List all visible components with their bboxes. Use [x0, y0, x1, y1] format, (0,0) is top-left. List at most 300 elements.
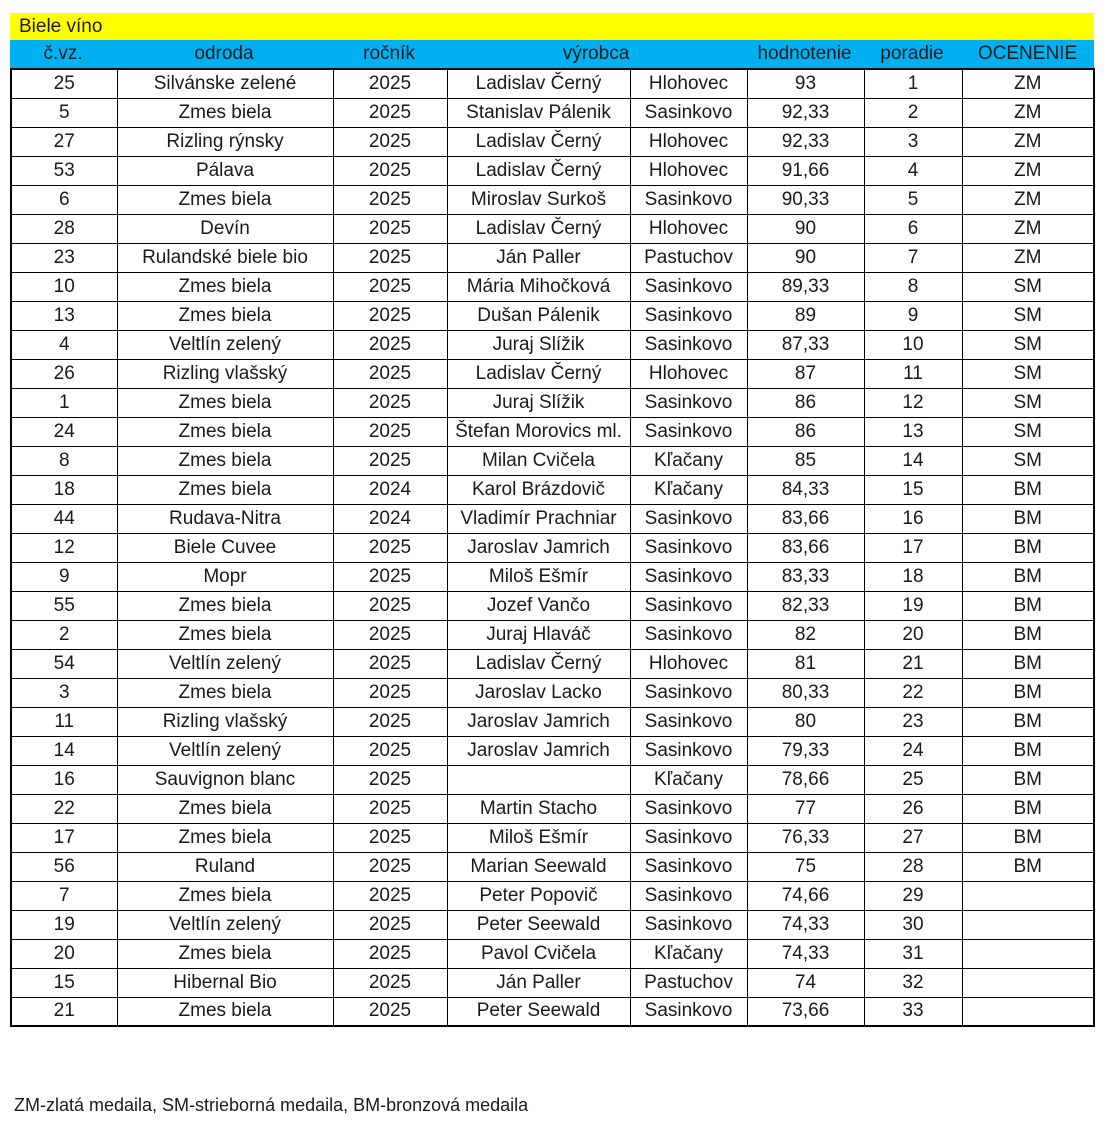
cell-sample-no: 11 [11, 707, 117, 736]
cell-rank: 7 [864, 243, 962, 272]
section-title-bar [10, 13, 1094, 40]
cell-award: BM [962, 475, 1094, 504]
cell-producer: Ladislav Černý [447, 214, 630, 243]
cell-producer: Dušan Pálenik [447, 301, 630, 330]
cell-score: 90 [747, 243, 864, 272]
cell-score: 76,33 [747, 823, 864, 852]
cell-producer: Pavol Cvičela [447, 939, 630, 968]
column-header-award: OCENENIE [977, 43, 1078, 64]
cell-town: Kľačany [630, 475, 747, 504]
cell-award: BM [962, 504, 1094, 533]
cell-producer: Vladimír Prachniar [447, 504, 630, 533]
cell-rank: 31 [864, 939, 962, 968]
cell-vintage: 2025 [333, 359, 447, 388]
cell-score: 87,33 [747, 330, 864, 359]
cell-town: Sasinkovo [630, 707, 747, 736]
cell-award: BM [962, 823, 1094, 852]
cell-sample-no: 1 [11, 388, 117, 417]
cell-sample-no: 22 [11, 794, 117, 823]
cell-score: 82 [747, 620, 864, 649]
cell-rank: 4 [864, 156, 962, 185]
cell-producer: Martin Stacho [447, 794, 630, 823]
cell-town: Kľačany [630, 765, 747, 794]
cell-score: 86 [747, 417, 864, 446]
column-header-rank: poradie [880, 43, 944, 64]
cell-vintage: 2025 [333, 127, 447, 156]
cell-rank: 13 [864, 417, 962, 446]
cell-score: 89,33 [747, 272, 864, 301]
table-row [11, 388, 1094, 417]
cell-score: 90,33 [747, 185, 864, 214]
cell-producer: Peter Popovič [447, 881, 630, 910]
cell-variety: Zmes biela [117, 881, 333, 910]
cell-sample-no: 15 [11, 968, 117, 997]
cell-rank: 19 [864, 591, 962, 620]
cell-score: 83,33 [747, 562, 864, 591]
cell-sample-no: 23 [11, 243, 117, 272]
cell-vintage: 2025 [333, 98, 447, 127]
cell-score: 73,66 [747, 997, 864, 1026]
section-title: Biele víno [19, 15, 103, 37]
cell-producer: Jaroslav Lacko [447, 678, 630, 707]
cell-town: Sasinkovo [630, 562, 747, 591]
cell-vintage: 2025 [333, 591, 447, 620]
cell-award [962, 910, 1094, 939]
cell-sample-no: 16 [11, 765, 117, 794]
cell-rank: 23 [864, 707, 962, 736]
cell-rank: 20 [864, 620, 962, 649]
cell-sample-no: 28 [11, 214, 117, 243]
cell-sample-no: 6 [11, 185, 117, 214]
cell-sample-no: 9 [11, 562, 117, 591]
cell-producer: Juraj Slížik [447, 330, 630, 359]
cell-vintage: 2025 [333, 968, 447, 997]
cell-vintage: 2025 [333, 69, 447, 98]
cell-variety: Zmes biela [117, 388, 333, 417]
cell-variety: Veltlín zelený [117, 736, 333, 765]
cell-town: Sasinkovo [630, 823, 747, 852]
cell-award: SM [962, 272, 1094, 301]
table-row [11, 881, 1094, 910]
cell-sample-no: 26 [11, 359, 117, 388]
cell-town: Sasinkovo [630, 417, 747, 446]
cell-town: Hlohovec [630, 649, 747, 678]
column-header-vintage: ročník [363, 43, 415, 64]
cell-award: BM [962, 649, 1094, 678]
cell-award: ZM [962, 127, 1094, 156]
cell-town: Sasinkovo [630, 388, 747, 417]
cell-sample-no: 54 [11, 649, 117, 678]
cell-variety: Ruland [117, 852, 333, 881]
cell-rank: 25 [864, 765, 962, 794]
cell-sample-no: 19 [11, 910, 117, 939]
cell-award: BM [962, 591, 1094, 620]
cell-score: 78,66 [747, 765, 864, 794]
cell-producer: Peter Seewald [447, 997, 630, 1026]
cell-town: Sasinkovo [630, 881, 747, 910]
table-row [11, 591, 1094, 620]
cell-town: Kľačany [630, 446, 747, 475]
cell-rank: 26 [864, 794, 962, 823]
cell-variety: Zmes biela [117, 939, 333, 968]
cell-rank: 9 [864, 301, 962, 330]
cell-rank: 3 [864, 127, 962, 156]
table-row [11, 446, 1094, 475]
cell-vintage: 2025 [333, 388, 447, 417]
cell-vintage: 2025 [333, 243, 447, 272]
cell-variety: Veltlín zelený [117, 649, 333, 678]
cell-rank: 28 [864, 852, 962, 881]
table-row [11, 678, 1094, 707]
cell-variety: Mopr [117, 562, 333, 591]
cell-score: 84,33 [747, 475, 864, 504]
cell-town: Sasinkovo [630, 852, 747, 881]
cell-sample-no: 8 [11, 446, 117, 475]
cell-award: BM [962, 533, 1094, 562]
cell-score: 79,33 [747, 736, 864, 765]
cell-sample-no: 10 [11, 272, 117, 301]
cell-award: ZM [962, 214, 1094, 243]
table-row [11, 649, 1094, 678]
cell-award [962, 939, 1094, 968]
cell-sample-no: 7 [11, 881, 117, 910]
cell-rank: 1 [864, 69, 962, 98]
table-row [11, 736, 1094, 765]
cell-award: SM [962, 446, 1094, 475]
cell-vintage: 2025 [333, 997, 447, 1026]
table-row [11, 939, 1094, 968]
cell-variety: Zmes biela [117, 272, 333, 301]
cell-rank: 17 [864, 533, 962, 562]
table-row [11, 98, 1094, 127]
table-row [11, 214, 1094, 243]
cell-variety: Rizling vlašský [117, 359, 333, 388]
cell-sample-no: 44 [11, 504, 117, 533]
table-row [11, 185, 1094, 214]
table-row [11, 504, 1094, 533]
cell-town: Pastuchov [630, 243, 747, 272]
cell-sample-no: 55 [11, 591, 117, 620]
column-header-variety: odroda [194, 43, 254, 64]
cell-rank: 5 [864, 185, 962, 214]
cell-rank: 15 [864, 475, 962, 504]
cell-award: BM [962, 620, 1094, 649]
cell-variety: Zmes biela [117, 997, 333, 1026]
cell-town: Hlohovec [630, 69, 747, 98]
cell-award: BM [962, 736, 1094, 765]
cell-producer: Ladislav Černý [447, 359, 630, 388]
cell-variety: Zmes biela [117, 823, 333, 852]
cell-rank: 29 [864, 881, 962, 910]
cell-variety: Zmes biela [117, 301, 333, 330]
cell-town: Sasinkovo [630, 678, 747, 707]
cell-score: 75 [747, 852, 864, 881]
cell-producer: Ján Paller [447, 243, 630, 272]
cell-sample-no: 17 [11, 823, 117, 852]
cell-variety: Zmes biela [117, 794, 333, 823]
cell-producer: Marian Seewald [447, 852, 630, 881]
cell-variety: Zmes biela [117, 620, 333, 649]
cell-producer: Jaroslav Jamrich [447, 707, 630, 736]
cell-variety: Zmes biela [117, 98, 333, 127]
cell-score: 82,33 [747, 591, 864, 620]
cell-vintage: 2025 [333, 649, 447, 678]
cell-rank: 14 [864, 446, 962, 475]
cell-vintage: 2025 [333, 301, 447, 330]
cell-rank: 24 [864, 736, 962, 765]
cell-score: 74,66 [747, 881, 864, 910]
cell-score: 80,33 [747, 678, 864, 707]
cell-producer: Juraj Slížik [447, 388, 630, 417]
table-row [11, 243, 1094, 272]
cell-town: Sasinkovo [630, 330, 747, 359]
cell-award: SM [962, 330, 1094, 359]
table-row [11, 562, 1094, 591]
cell-town: Sasinkovo [630, 591, 747, 620]
cell-vintage: 2025 [333, 881, 447, 910]
cell-score: 85 [747, 446, 864, 475]
table-row [11, 330, 1094, 359]
cell-town: Hlohovec [630, 214, 747, 243]
cell-variety: Rudava-Nitra [117, 504, 333, 533]
cell-vintage: 2025 [333, 794, 447, 823]
cell-town: Hlohovec [630, 359, 747, 388]
cell-rank: 8 [864, 272, 962, 301]
cell-score: 86 [747, 388, 864, 417]
cell-vintage: 2025 [333, 765, 447, 794]
cell-producer: Karol Brázdovič [447, 475, 630, 504]
results-table-body [11, 69, 1094, 1026]
cell-town: Sasinkovo [630, 736, 747, 765]
results-table [10, 68, 1095, 1027]
table-row [11, 852, 1094, 881]
cell-sample-no: 56 [11, 852, 117, 881]
table-row [11, 156, 1094, 185]
cell-variety: Zmes biela [117, 185, 333, 214]
cell-producer: Ladislav Černý [447, 127, 630, 156]
cell-vintage: 2025 [333, 823, 447, 852]
cell-producer: Ján Paller [447, 968, 630, 997]
cell-sample-no: 24 [11, 417, 117, 446]
table-row [11, 620, 1094, 649]
cell-vintage: 2025 [333, 852, 447, 881]
cell-score: 74 [747, 968, 864, 997]
cell-award: SM [962, 301, 1094, 330]
cell-vintage: 2025 [333, 272, 447, 301]
cell-rank: 6 [864, 214, 962, 243]
table-row [11, 823, 1094, 852]
cell-producer: Peter Seewald [447, 910, 630, 939]
cell-sample-no: 27 [11, 127, 117, 156]
cell-award: BM [962, 794, 1094, 823]
cell-rank: 30 [864, 910, 962, 939]
cell-producer: Jaroslav Jamrich [447, 533, 630, 562]
table-row [11, 475, 1094, 504]
cell-score: 92,33 [747, 98, 864, 127]
cell-vintage: 2025 [333, 678, 447, 707]
cell-score: 83,66 [747, 533, 864, 562]
cell-rank: 27 [864, 823, 962, 852]
cell-producer: Miloš Ešmír [447, 562, 630, 591]
cell-producer: Štefan Morovics ml. [447, 417, 630, 446]
cell-producer: Ladislav Černý [447, 649, 630, 678]
legend-text: ZM-zlatá medaila, SM-strieborná medaila, BM-bronzová medaila [14, 1095, 529, 1115]
cell-town: Sasinkovo [630, 910, 747, 939]
cell-town: Sasinkovo [630, 504, 747, 533]
cell-vintage: 2024 [333, 475, 447, 504]
cell-town: Sasinkovo [630, 301, 747, 330]
table-row [11, 69, 1094, 98]
cell-award: ZM [962, 185, 1094, 214]
cell-producer: Ladislav Černý [447, 69, 630, 98]
table-row [11, 359, 1094, 388]
cell-town: Kľačany [630, 939, 747, 968]
cell-sample-no: 4 [11, 330, 117, 359]
cell-score: 83,66 [747, 504, 864, 533]
cell-producer: Milan Cvičela [447, 446, 630, 475]
cell-town: Sasinkovo [630, 98, 747, 127]
cell-score: 80 [747, 707, 864, 736]
cell-award [962, 968, 1094, 997]
cell-sample-no: 2 [11, 620, 117, 649]
cell-vintage: 2025 [333, 330, 447, 359]
cell-producer [447, 765, 630, 794]
table-row [11, 417, 1094, 446]
cell-score: 89 [747, 301, 864, 330]
cell-sample-no: 18 [11, 475, 117, 504]
table-row [11, 910, 1094, 939]
cell-vintage: 2025 [333, 185, 447, 214]
column-header-sample-no: č.vz. [43, 43, 83, 64]
cell-rank: 32 [864, 968, 962, 997]
cell-vintage: 2025 [333, 707, 447, 736]
cell-score: 74,33 [747, 910, 864, 939]
cell-award [962, 881, 1094, 910]
cell-variety: Veltlín zelený [117, 910, 333, 939]
cell-variety: Zmes biela [117, 446, 333, 475]
table-row [11, 707, 1094, 736]
cell-variety: Hibernal Bio [117, 968, 333, 997]
cell-score: 92,33 [747, 127, 864, 156]
cell-sample-no: 12 [11, 533, 117, 562]
cell-vintage: 2025 [333, 736, 447, 765]
cell-rank: 12 [864, 388, 962, 417]
cell-vintage: 2025 [333, 939, 447, 968]
cell-producer: Miloš Ešmír [447, 823, 630, 852]
cell-variety: Silvánske zelené [117, 69, 333, 98]
cell-town: Sasinkovo [630, 185, 747, 214]
cell-rank: 21 [864, 649, 962, 678]
cell-award: SM [962, 417, 1094, 446]
cell-variety: Zmes biela [117, 475, 333, 504]
cell-variety: Rulandské biele bio [117, 243, 333, 272]
cell-sample-no: 21 [11, 997, 117, 1026]
table-row [11, 997, 1094, 1026]
table-header-row [10, 40, 1094, 68]
cell-vintage: 2025 [333, 910, 447, 939]
column-header-producer: výrobca [562, 43, 630, 64]
cell-award: ZM [962, 69, 1094, 98]
cell-variety: Veltlín zelený [117, 330, 333, 359]
cell-score: 93 [747, 69, 864, 98]
cell-award: ZM [962, 98, 1094, 127]
cell-variety: Devín [117, 214, 333, 243]
table-row [11, 533, 1094, 562]
table-row [11, 968, 1094, 997]
cell-variety: Zmes biela [117, 591, 333, 620]
cell-variety: Rizling rýnsky [117, 127, 333, 156]
table-row [11, 301, 1094, 330]
cell-award: BM [962, 707, 1094, 736]
cell-sample-no: 13 [11, 301, 117, 330]
cell-producer: Juraj Hlaváč [447, 620, 630, 649]
cell-rank: 18 [864, 562, 962, 591]
cell-sample-no: 53 [11, 156, 117, 185]
cell-vintage: 2025 [333, 214, 447, 243]
cell-sample-no: 5 [11, 98, 117, 127]
cell-sample-no: 25 [11, 69, 117, 98]
cell-score: 81 [747, 649, 864, 678]
cell-town: Sasinkovo [630, 794, 747, 823]
cell-rank: 2 [864, 98, 962, 127]
cell-award: BM [962, 562, 1094, 591]
cell-rank: 33 [864, 997, 962, 1026]
cell-vintage: 2024 [333, 504, 447, 533]
cell-town: Hlohovec [630, 127, 747, 156]
cell-vintage: 2025 [333, 562, 447, 591]
cell-vintage: 2025 [333, 620, 447, 649]
cell-town: Sasinkovo [630, 272, 747, 301]
cell-town: Sasinkovo [630, 533, 747, 562]
cell-award: BM [962, 852, 1094, 881]
cell-town: Pastuchov [630, 968, 747, 997]
cell-vintage: 2025 [333, 446, 447, 475]
cell-vintage: 2025 [333, 417, 447, 446]
cell-award: SM [962, 359, 1094, 388]
cell-rank: 22 [864, 678, 962, 707]
cell-sample-no: 20 [11, 939, 117, 968]
cell-rank: 10 [864, 330, 962, 359]
table-row [11, 794, 1094, 823]
cell-variety: Zmes biela [117, 417, 333, 446]
cell-award: BM [962, 765, 1094, 794]
cell-variety: Biele Cuvee [117, 533, 333, 562]
cell-rank: 11 [864, 359, 962, 388]
cell-town: Sasinkovo [630, 620, 747, 649]
cell-variety: Rizling vlašský [117, 707, 333, 736]
cell-award: SM [962, 388, 1094, 417]
cell-variety: Pálava [117, 156, 333, 185]
cell-vintage: 2025 [333, 533, 447, 562]
cell-producer: Jozef Vančo [447, 591, 630, 620]
cell-town: Hlohovec [630, 156, 747, 185]
cell-award: ZM [962, 243, 1094, 272]
table-row [11, 765, 1094, 794]
cell-score: 91,66 [747, 156, 864, 185]
cell-vintage: 2025 [333, 156, 447, 185]
cell-producer: Stanislav Pálenik [447, 98, 630, 127]
cell-variety: Zmes biela [117, 678, 333, 707]
cell-variety: Sauvignon blanc [117, 765, 333, 794]
cell-award: BM [962, 678, 1094, 707]
cell-rank: 16 [864, 504, 962, 533]
cell-score: 74,33 [747, 939, 864, 968]
cell-sample-no: 14 [11, 736, 117, 765]
cell-town: Sasinkovo [630, 997, 747, 1026]
cell-score: 77 [747, 794, 864, 823]
cell-producer: Ladislav Černý [447, 156, 630, 185]
table-row [11, 272, 1094, 301]
